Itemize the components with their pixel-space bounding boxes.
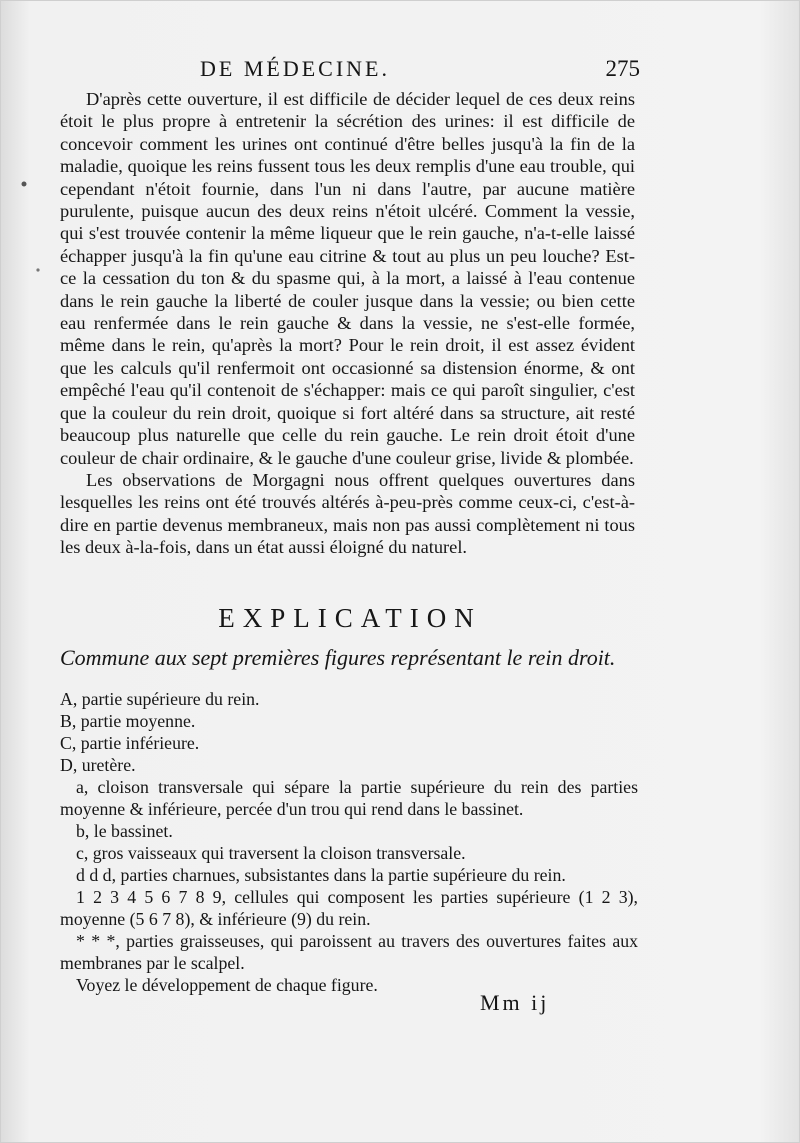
legend-item: C, partie inférieure.	[60, 733, 200, 753]
legend-item: a, cloison transversale qui sépare la partie supérieure du rein des parties moyenne & inférieure, percée d'un trou qui rend dans le bassinet.	[60, 777, 638, 819]
section-title: EXPLICATION	[218, 603, 482, 633]
running-head: DE MÉDECINE.	[200, 56, 390, 81]
legend-item: c, gros vaisseaux qui traversent la cloison transversale.	[76, 843, 466, 863]
legend-item: d d d, parties charnues, subsistantes dans la partie supérieure du rein.	[76, 865, 566, 885]
figure-legend	[60, 688, 638, 996]
legend-item: D, uretère.	[60, 755, 136, 775]
body-text	[60, 88, 635, 559]
legend-item: 1 2 3 4 5 6 7 8 9, cellules qui composent les parties supérieure (1 2 3), moyenne (5 6 7 8), & inférieure (9) du rein.	[60, 887, 638, 929]
legend-item: B, partie moyenne.	[60, 711, 196, 731]
page-number: 275	[605, 56, 640, 81]
legend-item: b, le bassinet.	[76, 821, 173, 841]
legend-item: Voyez le développement de chaque figure.	[76, 975, 378, 995]
signature-mark: Mm ij	[480, 990, 550, 1015]
legend-item: A, partie supérieure du rein.	[60, 689, 260, 709]
page-header	[200, 56, 640, 86]
section-subtitle: Commune aux sept premières figures représentant le rein droit.	[60, 645, 616, 670]
paragraph: D'après cette ouverture, il est difficile de décider lequel de ces deux reins étoit le plus propre à entretenir la sécrétion des urines: il est difficile de concevoir comment les urines ont continué d'être belles jusqu'à la fin de la maladie, quoique les reins fussent tous les deux remplis d'une eau trouble, qui cependant n'étoit fournie, dans l'un ni dans l'autre, par aucune matière purulente, puisque aucun des deux reins n'étoit ulcéré. Comment la vessie, qui s'est trouvée contenir la même liqueur que le rein gauche, n'a-t-elle laissé échapper jusqu'à la fin qu'une eau citrine & tout au plus un peu louche? Est-ce la cessation du ton & du spasme qui, à la mort, a laissé à l'eau contenue dans le rein gauche la liberté de couler jusque dans la vessie; ou bien cette eau renfermée dans le rein gauche & dans la vessie, ne s'est-elle formée, même dans le rein, qu'après la mort? Pour le rein droit, il est assez évident que les calculs qu'il renfermoit ont occasionné sa distension énorme, & ont empêché l'eau qu'il contenoit de s'échapper: mais ce qui paroît singulier, c'est que la couleur du rein droit, quoique si fort altéré dans sa structure, ait resté beaucoup plus naturelle que celle du rein gauche. Le rein droit étoit d'une couleur de chair ordinaire, & le gauche d'une couleur grise, livide & plombée.	[60, 89, 635, 468]
legend-item: * * *, parties graisseuses, qui paroissent au travers des ouvertures faites aux membranes par le scalpel.	[60, 931, 638, 973]
paragraph: Les observations de Morgagni nous offrent quelques ouvertures dans lesquelles les reins ont été trouvés altérés à-peu-près comme ceux-ci, c'est-à-dire en partie devenus membraneux, mais non pas aussi complètement ni tous les deux à-la-fois, dans un état aussi éloigné du naturel.	[60, 469, 635, 558]
